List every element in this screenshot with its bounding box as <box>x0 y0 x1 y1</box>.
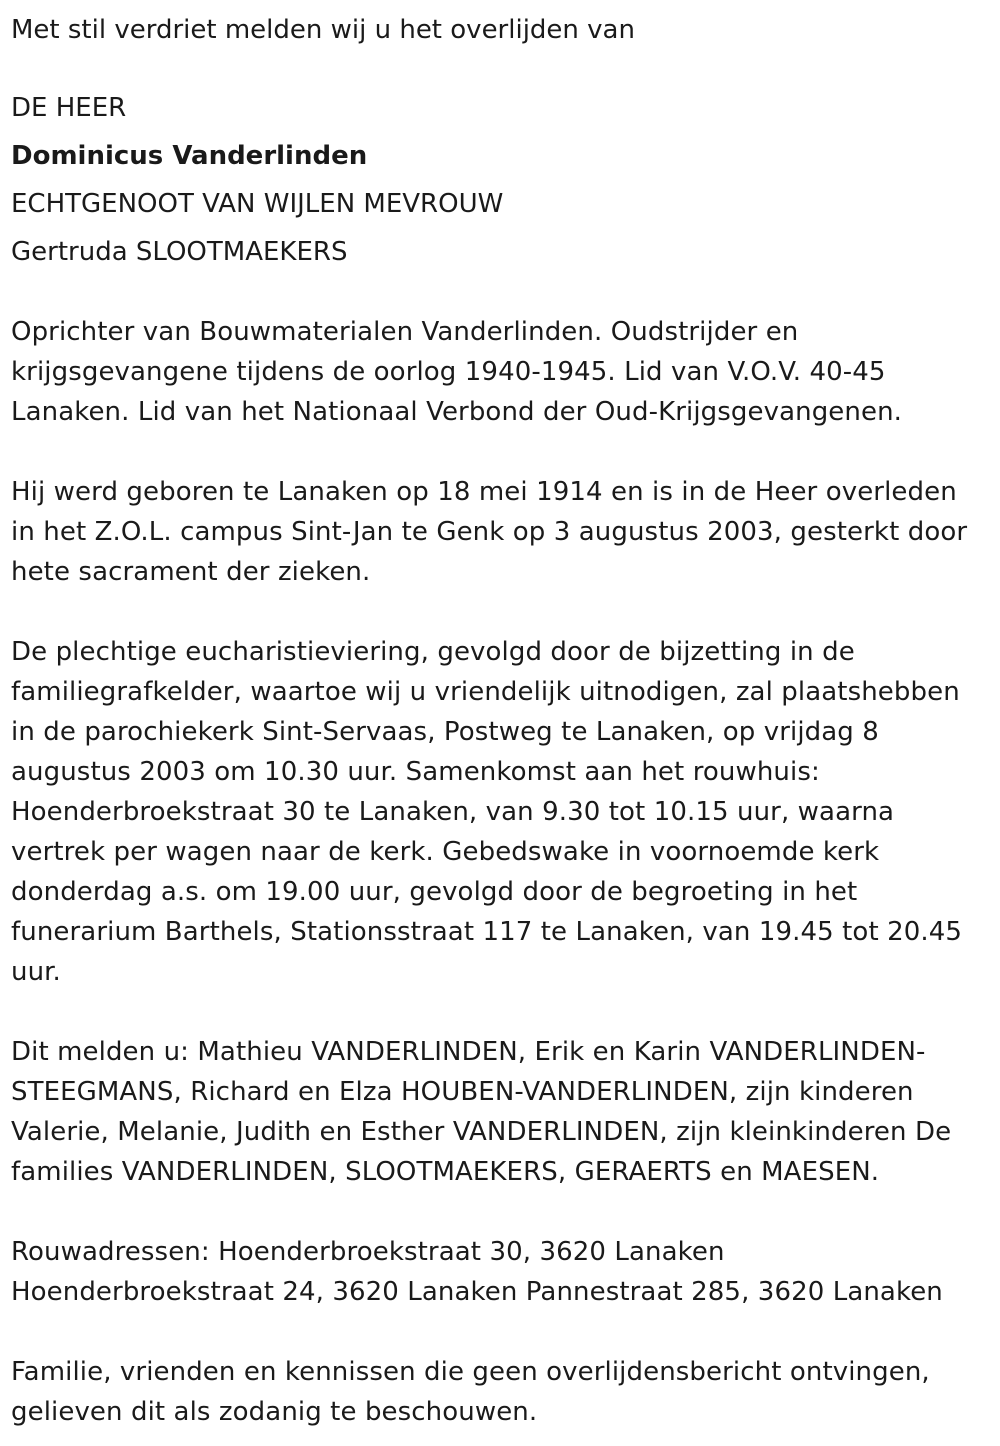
ceremony-paragraph: De plechtige eucharistieviering, gevolgd door de bijzetting in de familiegrafkelder, waartoe wij u vriendelijk uitnodigen, zal plaatshebben in de parochiekerk Sint-Servaas, Postweg te Lanaken, op vrijdag 8 augustus 2003 om 10.30 uur. Samenkomst aan het rouwhuis: Hoenderbroekstraat 30 te Lanaken, van 9.30 tot 10.15 uur, waarna vertrek per wagen naar de kerk. Gebedswake in voornoemde kerk donderdag a.s. om 19.00 uur, gevolgd door de begroeting in het funerarium Barthels, Stationsstraat 117 te Lanaken, van 19.45 tot 20.45 uur. <box>11 637 963 987</box>
bio-paragraph: Oprichter van Bouwmaterialen Vanderlinden. Oudstrijder en krijgsgevangene tijdens de oorlog 1940-1945. Lid van V.O.V. 40-45 Lanaken. Lid van het Nationaal Verbond der Oud-Krijgsgevangenen. <box>11 317 903 427</box>
addresses-line-1: Rouwadressen: Hoenderbroekstraat 30, 3620 Lanaken <box>11 1237 725 1267</box>
family-paragraph: Dit melden u: Mathieu VANDERLINDEN, Erik en Karin VANDERLINDEN-STEEGMANS, Richard en Elza HOUBEN-VANDERLINDEN, zijn kinderen Valerie, Melanie, Judith en Esther VANDERLINDEN, zijn kleinkinderen De families VANDERLINDEN, SLOOTMAEKERS, GERAERTS en MAESEN. <box>11 1037 952 1187</box>
closing-paragraph: Familie, vrienden en kennissen die geen overlijdensbericht ontvingen, gelieven dit als zodanig te beschouwen. <box>11 1357 930 1427</box>
deceased-name: Dominicus Vanderlinden <box>11 141 368 171</box>
deceased-block <box>11 84 986 276</box>
honorific: DE HEER <box>11 93 127 123</box>
spacer <box>11 276 986 312</box>
birth-death-paragraph: Hij werd geboren te Lanaken op 18 mei 1914 en is in de Heer overleden in het Z.O.L. campus Sint-Jan te Genk op 3 augustus 2003, gesterkt door hete sacrament der zieken. <box>11 477 968 587</box>
spouse-name: Gertruda SLOOTMAEKERS <box>11 237 348 267</box>
addresses-paragraph <box>11 1232 986 1312</box>
spouse-label: ECHTGENOOT VAN WIJLEN MEVROUW <box>11 189 504 219</box>
intro-text: Met stil verdriet melden wij u het overlijden van <box>11 15 635 45</box>
addresses-line-2: Hoenderbroekstraat 24, 3620 Lanaken Pannestraat 285, 3620 Lanaken <box>11 1277 943 1307</box>
